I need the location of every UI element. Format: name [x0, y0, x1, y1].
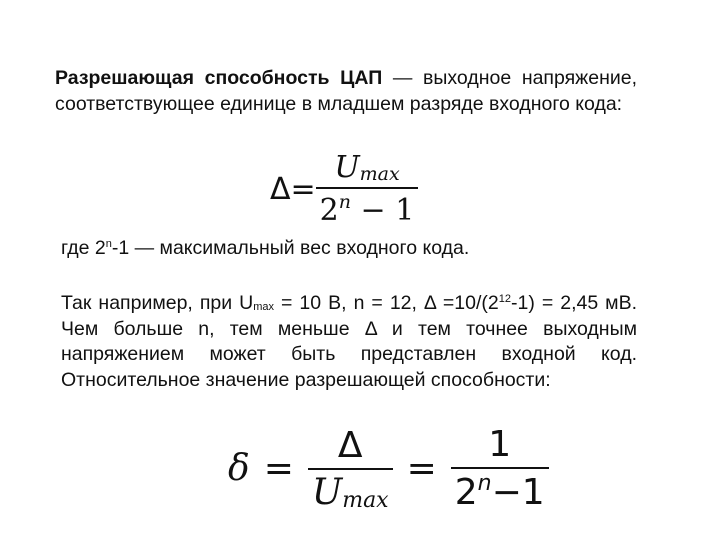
- fraction-denominator: $2^n - 1$: [319, 191, 415, 228]
- equals-sign-2: =: [406, 448, 437, 489]
- first-fraction-numerator: Δ: [337, 424, 363, 466]
- formula-lhs: Δ=: [270, 171, 316, 207]
- resolution-formula: [270, 150, 418, 228]
- second-fraction: [451, 424, 549, 513]
- equals-sign: =: [263, 448, 294, 489]
- relative-resolution-formula: [228, 424, 549, 513]
- fraction-bar: [316, 187, 419, 189]
- definition-text: — выходное напряжение, соответствующее единице в младшем разряде входного кода:: [55, 67, 637, 115]
- fraction-bar: [451, 467, 549, 469]
- term-label: Разрешающая способность ЦАП: [55, 67, 383, 89]
- example-paragraph: Так например, при $U_{max} = 10$ В, n = 12, $\Delta =10/(2^{12}-1) = 2,45$ мВ. Чем больше n, тем меньше Δ и тем точнее выходным напряжением может быть представлен входной код. Относительное значение разрешающей способности:: [61, 292, 638, 391]
- delta-small-symbol: δ: [228, 448, 250, 489]
- note-paragraph: где 2$^n$-1 — максимальный вес входного кода.: [61, 237, 470, 259]
- second-fraction-numerator: 1: [488, 424, 512, 465]
- fraction-numerator: $U_{max}$: [334, 150, 400, 185]
- first-fraction-denominator: $U_{max}$: [311, 471, 389, 513]
- first-fraction: [308, 425, 393, 513]
- fraction-bar: [308, 468, 393, 470]
- formula-fraction: [316, 150, 419, 228]
- definition-paragraph: [55, 66, 637, 117]
- second-fraction-denominator: $2^n-1$: [454, 471, 545, 513]
